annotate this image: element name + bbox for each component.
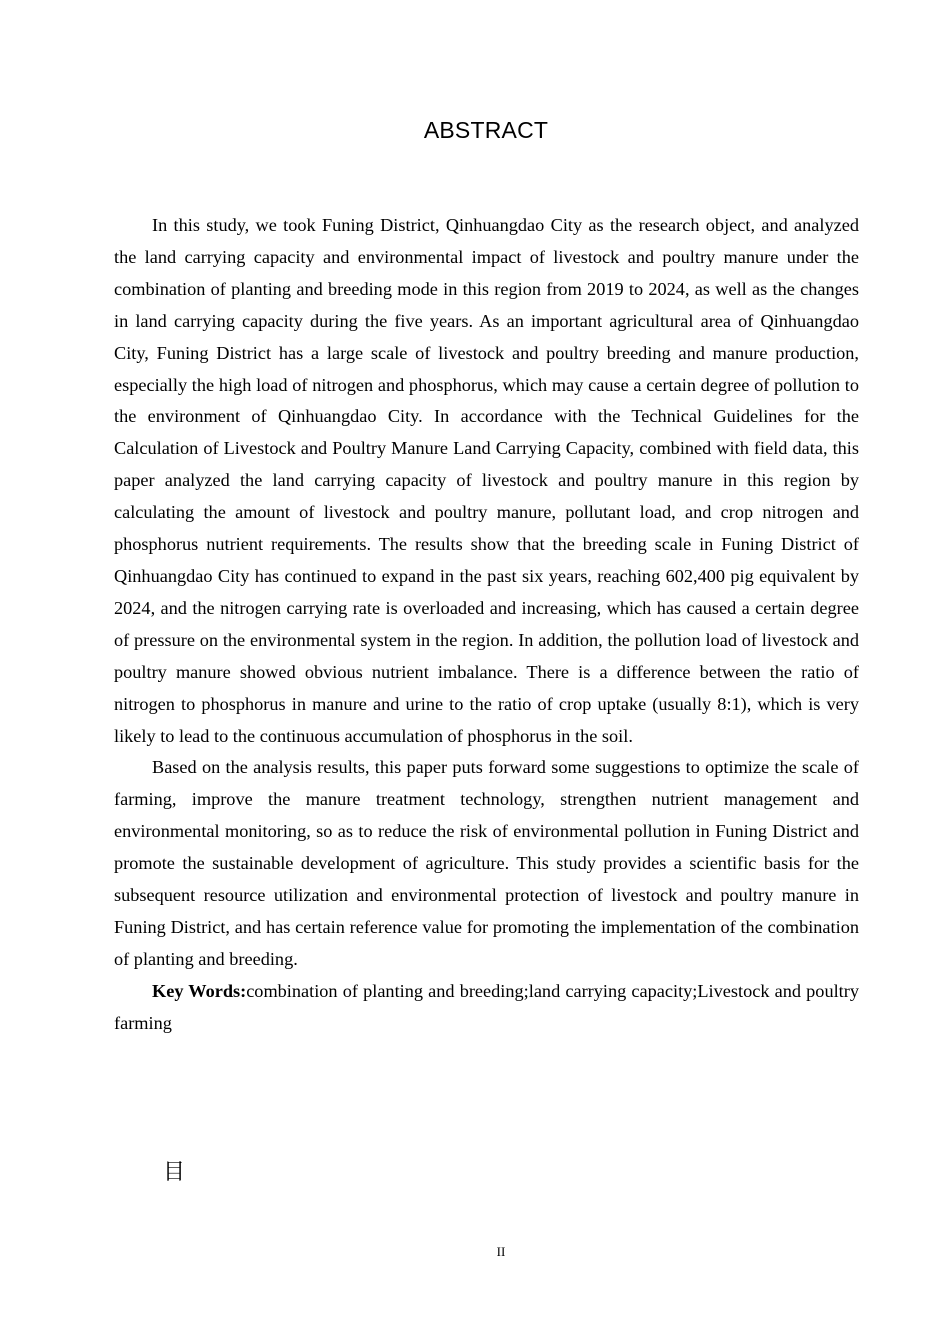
abstract-paragraph-2: Based on the analysis results, this paper puts forward some suggestions to optimize the scale of farming, improve the manure treatment technology, strengthen nutrient management and environmental monitoring, so as to reduce the risk of environmental pollution in Funing District and promote the sustainable development of agriculture. This study provides a scientific basis for the subsequent resource utilization and environmental protection of livestock and poultry manure in Funing District, and has certain reference value for promoting the implementation of the combination of planting and breeding. bbox=[114, 757, 859, 969]
abstract-title: ABSTRACT bbox=[423, 117, 549, 143]
keywords-line bbox=[114, 976, 859, 1040]
abstract-paragraph-1: In this study, we took Funing District, Qinhuangdao City as the research object, and analyzed the land carrying capacity and environmental impact of livestock and poultry manure under the combination of planting and breeding mode in this region from 2019 to 2024, as well as the changes in land carrying capacity during the five years. As an important agricultural area of Qinhuangdao City, Funing District has a large scale of livestock and poultry breeding and manure production, especially the high load of nitrogen and phosphorus, which may cause a certain degree of pollution to the environment of Qinhuangdao City. In accordance with the Technical Guidelines for the Calculation of Livestock and Poultry Manure Land Carrying Capacity, combined with field data, this paper analyzed the land carrying capacity of livestock and poultry manure in this region by calculating the amount of livestock and poultry manure, pollutant load, and crop nitrogen and phosphorus nutrient requirements. The results show that the breeding scale in Funing District of Qinhuangdao City has continued to expand in the past six years, reaching 602,400 pig equivalent by 2024, and the nitrogen carrying rate is overloaded and increasing, which has caused a certain degree of pressure on the environmental system in the region. In addition, the pollution load of livestock and poultry manure showed obvious nutrient imbalance. There is a difference between the ratio of nitrogen to phosphorus in manure and urine to the ratio of crop uptake (usually 8:1), which is very likely to lead to the continuous accumulation of phosphorus in the soil. bbox=[114, 215, 859, 746]
abstract-body bbox=[114, 210, 859, 1040]
toc-heading-fragment: 目 bbox=[163, 1160, 186, 1185]
page-number: II bbox=[496, 1244, 506, 1259]
keywords-label: Key Words: bbox=[152, 980, 247, 1001]
keywords-text: combination of planting and breeding;land carrying capacity;Livestock and poultry farming bbox=[114, 980, 859, 1033]
